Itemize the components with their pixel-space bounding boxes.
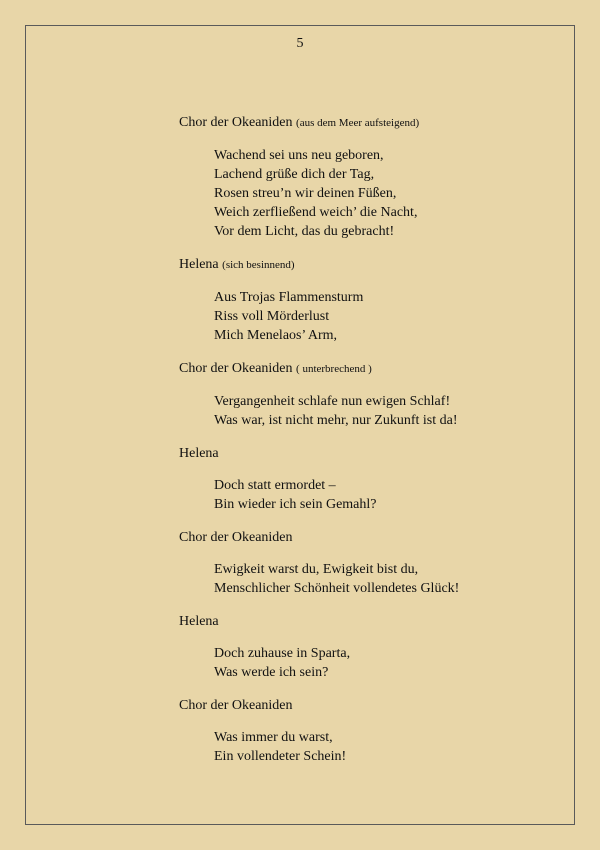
verse-line: Wachend sei uns neu geboren, <box>214 148 384 163</box>
verse-line: Was werde ich sein? <box>214 665 329 680</box>
speech-7 <box>179 696 559 766</box>
verse-line: Bin wieder ich sein Gemahl? <box>214 497 377 512</box>
verse-block <box>214 476 559 514</box>
speaker-name: Helena <box>179 614 219 629</box>
speaker-heading <box>179 612 559 631</box>
verse-line: Mich Menelaos’ Arm, <box>214 328 337 343</box>
verse-block <box>214 288 559 345</box>
speaker-heading <box>179 444 559 463</box>
speaker-heading <box>179 696 559 715</box>
stage-direction: (sich besinnend) <box>222 259 295 271</box>
script-text <box>179 113 559 780</box>
speaker-name: Helena <box>179 257 219 272</box>
speech-3 <box>179 359 559 430</box>
verse-line: Doch zuhause in Sparta, <box>214 646 351 661</box>
speaker-heading <box>179 255 559 275</box>
verse-block <box>214 392 559 430</box>
speech-4 <box>179 444 559 514</box>
speaker-name: Chor der Okeaniden <box>179 361 293 376</box>
speaker-heading <box>179 113 559 133</box>
speech-2 <box>179 255 559 345</box>
speech-1 <box>179 113 559 241</box>
stage-direction: (aus dem Meer aufsteigend) <box>296 117 420 129</box>
verse-line: Vergangenheit schlafe nun ewigen Schlaf! <box>214 394 451 409</box>
speaker-name: Chor der Okeaniden <box>179 115 293 130</box>
verse-line: Lachend grüße dich der Tag, <box>214 167 375 182</box>
verse-block <box>214 146 559 241</box>
speaker-name: Chor der Okeaniden <box>179 530 293 545</box>
page-number: 5 <box>296 36 304 51</box>
verse-line: Rosen streu’n wir deinen Füßen, <box>214 186 397 201</box>
verse-line: Ewigkeit warst du, Ewigkeit bist du, <box>214 562 419 577</box>
verse-line: Weich zerfließend weich’ die Nacht, <box>214 205 418 220</box>
stage-direction: ( unterbrechend ) <box>296 363 372 375</box>
speech-5 <box>179 528 559 598</box>
verse-line: Ein vollendeter Schein! <box>214 749 347 764</box>
verse-line: Aus Trojas Flammensturm <box>214 290 364 305</box>
verse-block <box>214 644 559 682</box>
verse-line: Was war, ist nicht mehr, nur Zukunft ist da! <box>214 413 458 428</box>
verse-line: Riss voll Mörderlust <box>214 309 330 324</box>
speech-6 <box>179 612 559 682</box>
speaker-heading <box>179 359 559 379</box>
verse-line: Menschlicher Schönheit vollendetes Glück! <box>214 581 460 596</box>
verse-line: Doch statt ermordet – <box>214 478 336 493</box>
verse-block <box>214 728 559 766</box>
speaker-heading <box>179 528 559 547</box>
speaker-name: Chor der Okeaniden <box>179 698 293 713</box>
speaker-name: Helena <box>179 446 219 461</box>
verse-block <box>214 560 559 598</box>
verse-line: Was immer du warst, <box>214 730 333 745</box>
verse-line: Vor dem Licht, das du gebracht! <box>214 224 395 239</box>
